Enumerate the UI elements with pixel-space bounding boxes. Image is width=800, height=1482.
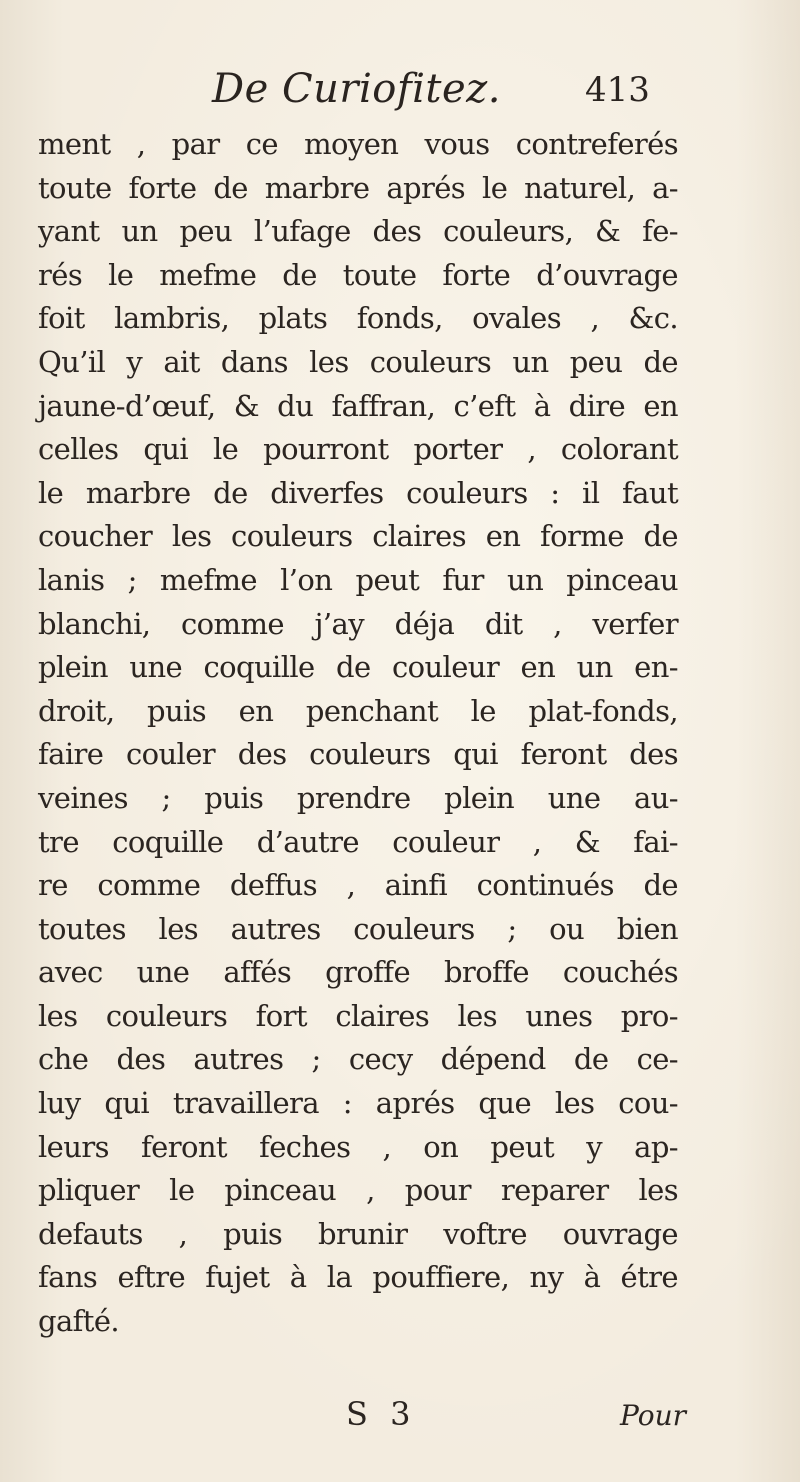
text-line: avec une affés groffe broffe couchés [38, 955, 678, 990]
text-line: veines ; puis prendre plein une au- [38, 780, 678, 815]
text-line: pliquer le pinceau , pour reparer les [38, 1173, 678, 1208]
page-number: 413 [585, 70, 650, 110]
text-line: toutes les autres couleurs ; ou bien [38, 911, 678, 946]
text-line: rés le mefme de toute forte d’ouvrage [38, 257, 678, 292]
text-line: che des autres ; cecy dépend de ce- [38, 1042, 678, 1077]
text-line: Qu’il y ait dans les couleurs un peu de [38, 344, 678, 379]
text-line: jaune-d’œuf, & du faffran, c’eft à dire en [38, 388, 678, 423]
page-footer [0, 1395, 800, 1445]
text-line: le marbre de diverfes couleurs : il faut [38, 475, 678, 510]
text-line: re comme deffus , ainfi continués de [38, 868, 678, 903]
text-line: fans eftre fujet à la pouffiere, ny à étre [38, 1260, 678, 1295]
text-line: plein une coquille de couleur en un en- [38, 650, 678, 685]
text-line: les couleurs fort claires les unes pro- [38, 998, 678, 1033]
text-line: ment , par ce moyen vous contreferés [38, 127, 678, 161]
text-line: faire couler des couleurs qui feront des [38, 737, 678, 772]
page-header [0, 66, 800, 122]
text-line: defauts , puis brunir voftre ouvrage [38, 1216, 678, 1251]
text-line: lanis ; mefme l’on peut fur un pinceau [38, 562, 678, 597]
text-line: coucher les couleurs claires en forme de [38, 519, 678, 554]
text-line: luy qui travaillera : aprés que les cou- [38, 1086, 678, 1121]
signature-mark: S 3 [346, 1395, 417, 1433]
catchword: Pour [620, 1399, 686, 1432]
text-line: tre coquille d’autre couleur , & fai- [38, 824, 678, 859]
text-line: gafté. [38, 1304, 120, 1339]
text-line: leurs feront feches , on peut y ap- [38, 1129, 678, 1164]
text-line: celles qui le pourront porter , colorant [38, 432, 678, 467]
body-text [38, 123, 678, 1344]
text-line: toute forte de marbre aprés le naturel, a- [38, 170, 678, 205]
text-line: foit lambris, plats fonds, ovales , &c. [38, 301, 678, 336]
running-title: De Curiofitez. [212, 66, 501, 112]
text-line: droit, puis en penchant le plat-fonds, [38, 693, 678, 728]
text-line: yant un peu l’ufage des couleurs, & fe- [38, 214, 678, 249]
text-line: blanchi, comme j’ay déja dit , verfer [38, 606, 678, 641]
